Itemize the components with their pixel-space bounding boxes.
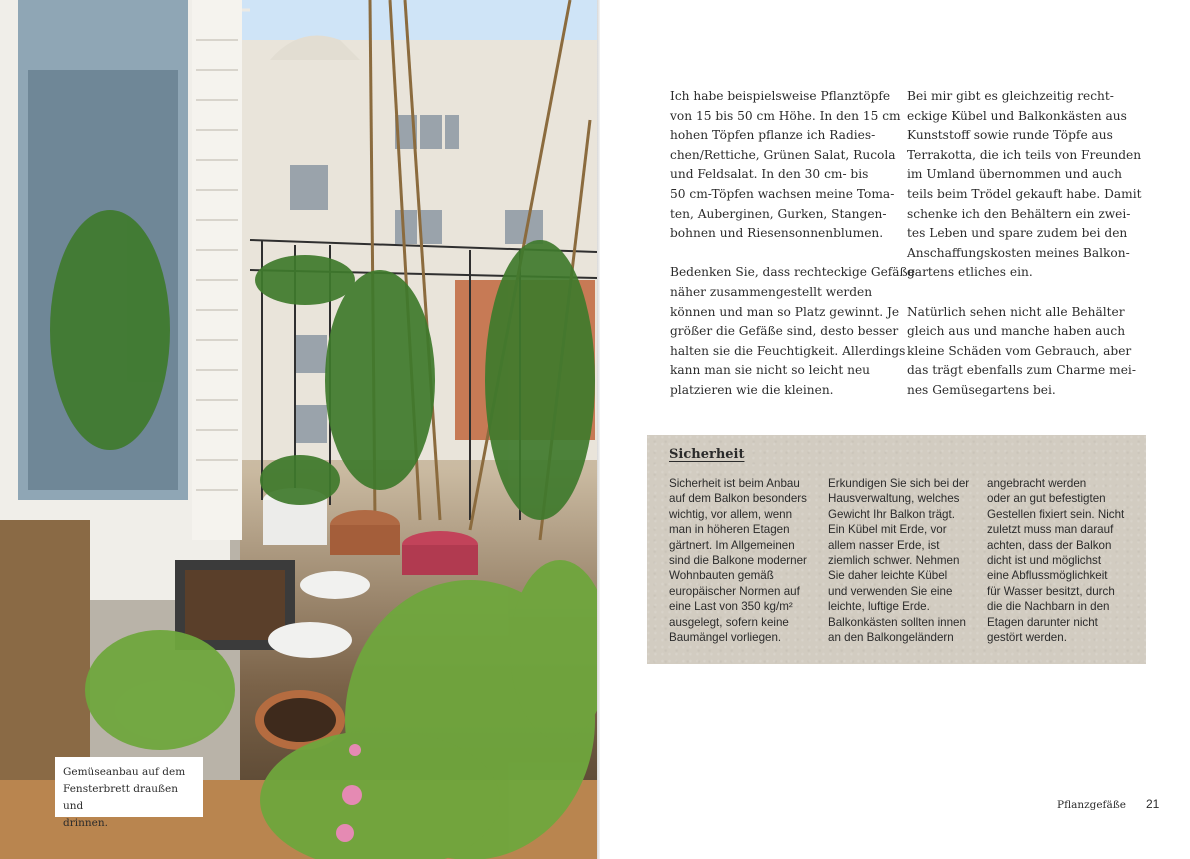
box-line: man in höheren Etagen: [669, 523, 790, 537]
box-line: zuletzt muss man darauf: [987, 523, 1114, 537]
box-line: Etagen darunter nicht: [987, 615, 1098, 629]
box-column-2: [828, 476, 978, 645]
paragraph: [907, 303, 1136, 401]
box-line: an den Balkongeländern: [828, 631, 954, 645]
text-line: hohen Töpfen pflanze ich Radies-: [670, 128, 876, 143]
box-line: oder an gut befestigten: [987, 492, 1106, 506]
safety-info-box: [647, 435, 1146, 664]
box-line: dicht ist und möglichst: [987, 554, 1102, 568]
text-line: tes Leben und spare zudem bei den: [907, 226, 1128, 241]
box-line: Balkonkästen sollten innen: [828, 615, 966, 629]
text-line: kann man sie nicht so leicht neu: [670, 363, 871, 378]
photo-caption: [55, 757, 203, 829]
box-line: und verwenden Sie eine: [828, 584, 953, 598]
box-line: gärtnert. Im Allgemeinen: [669, 538, 795, 552]
box-line: Gestellen fixiert sein. Nicht: [987, 507, 1125, 521]
caption-line: Fensterbrett draußen und: [63, 783, 179, 812]
text-column-right: [907, 87, 1142, 420]
box-line: ausgelegt, sofern keine: [669, 615, 789, 629]
text-line: teils beim Trödel gekauft habe. Damit: [907, 186, 1142, 201]
caption-line: Gemüseanbau auf dem: [63, 766, 186, 778]
text-line: Kunststoff sowie runde Töpfe aus: [907, 128, 1113, 143]
text-line: näher zusammengestellt werden: [670, 284, 873, 299]
text-line: platzieren wie die kleinen.: [670, 382, 834, 397]
page-gutter: [597, 0, 600, 859]
text-line: Natürlich sehen nicht alle Behälter: [907, 304, 1125, 319]
text-line: eckige Kübel und Balkonkästen aus: [907, 108, 1127, 123]
box-line: angebracht werden: [987, 477, 1087, 490]
box-line: Sicherheit ist beim Anbau: [669, 477, 800, 490]
text-line: größer die Gefäße sind, desto besser: [670, 324, 899, 339]
caption-line: drinnen.: [63, 817, 108, 829]
box-line: Sie daher leichte Kübel: [828, 569, 948, 583]
box-line: ziemlich schwer. Nehmen: [828, 554, 960, 568]
box-line: Hausverwaltung, welches: [828, 492, 960, 506]
text-line: gleich aus und manche haben auch: [907, 324, 1126, 339]
paragraph: [670, 87, 901, 244]
text-line: chen/Rettiche, Grünen Salat, Rucola: [670, 147, 896, 162]
box-line: für Wasser besitzt, durch: [987, 584, 1115, 598]
text-line: von 15 bis 50 cm Höhe. In den 15 cm: [670, 108, 901, 123]
text-line: und Feldsalat. In den 30 cm- bis: [670, 167, 869, 182]
text-line: Ich habe beispielsweise Pflanztöpfe: [670, 89, 891, 103]
text-line: Terrakotta, die ich teils von Freunden: [907, 147, 1142, 162]
box-line: auf dem Balkon besonders: [669, 492, 807, 506]
text-column-left: [670, 87, 915, 420]
box-line: eine Abflussmöglichkeit: [987, 569, 1108, 583]
box-line: wichtig, vor allem, wenn: [669, 507, 793, 521]
text-line: schenke ich den Behältern ein zwei-: [907, 206, 1131, 221]
box-line: leichte, luftige Erde.: [828, 600, 930, 614]
text-line: ten, Auberginen, Gurken, Stangen-: [670, 206, 887, 221]
box-title: Sicherheit: [669, 447, 745, 462]
text-line: nes Gemüsegartens bei.: [907, 382, 1056, 397]
box-line: Gewicht Ihr Balkon trägt.: [828, 507, 955, 521]
text-line: Anschaffungskosten meines Balkon-: [907, 245, 1130, 260]
box-column-3: [987, 476, 1137, 645]
box-line: Erkundigen Sie sich bei der: [828, 477, 970, 490]
text-line: Bei mir gibt es gleichzeitig recht-: [907, 89, 1114, 103]
text-line: Bedenken Sie, dass rechteckige Gefäße: [670, 265, 915, 280]
box-line: allem nasser Erde, ist: [828, 538, 940, 552]
box-line: sind die Balkone moderner: [669, 554, 807, 568]
box-line: achten, dass der Balkon: [987, 538, 1112, 552]
text-line: können und man so Platz gewinnt. Je: [670, 304, 900, 319]
box-line: Baumängel vorliegen.: [669, 631, 782, 645]
text-line: im Umland übernommen und auch: [907, 167, 1122, 182]
page-number: 21: [1146, 797, 1160, 811]
text-line: gartens etliches ein.: [907, 265, 1033, 280]
box-line: Wohnbauten gemäß: [669, 569, 774, 583]
paragraph: [907, 87, 1142, 283]
paragraph: [670, 263, 915, 400]
box-line: eine Last von 350 kg/m²: [669, 600, 793, 614]
box-line: Ein Kübel mit Erde, vor: [828, 523, 947, 537]
box-column-1: [669, 476, 819, 645]
text-line: kleine Schäden vom Gebrauch, aber: [907, 343, 1132, 358]
text-line: bohnen und Riesensonnenblumen.: [670, 226, 884, 241]
box-line: europäischer Normen auf: [669, 584, 800, 598]
box-line: gestört werden.: [987, 631, 1067, 645]
text-line: 50 cm-Töpfen wachsen meine Toma-: [670, 186, 895, 201]
text-line: das trägt ebenfalls zum Charme mei-: [907, 363, 1136, 378]
text-line: halten sie die Feuchtigkeit. Allerdings: [670, 343, 906, 358]
running-footer-section: Pflanzgefäße: [1057, 799, 1126, 811]
box-line: die die Nachbarn in den: [987, 600, 1110, 614]
